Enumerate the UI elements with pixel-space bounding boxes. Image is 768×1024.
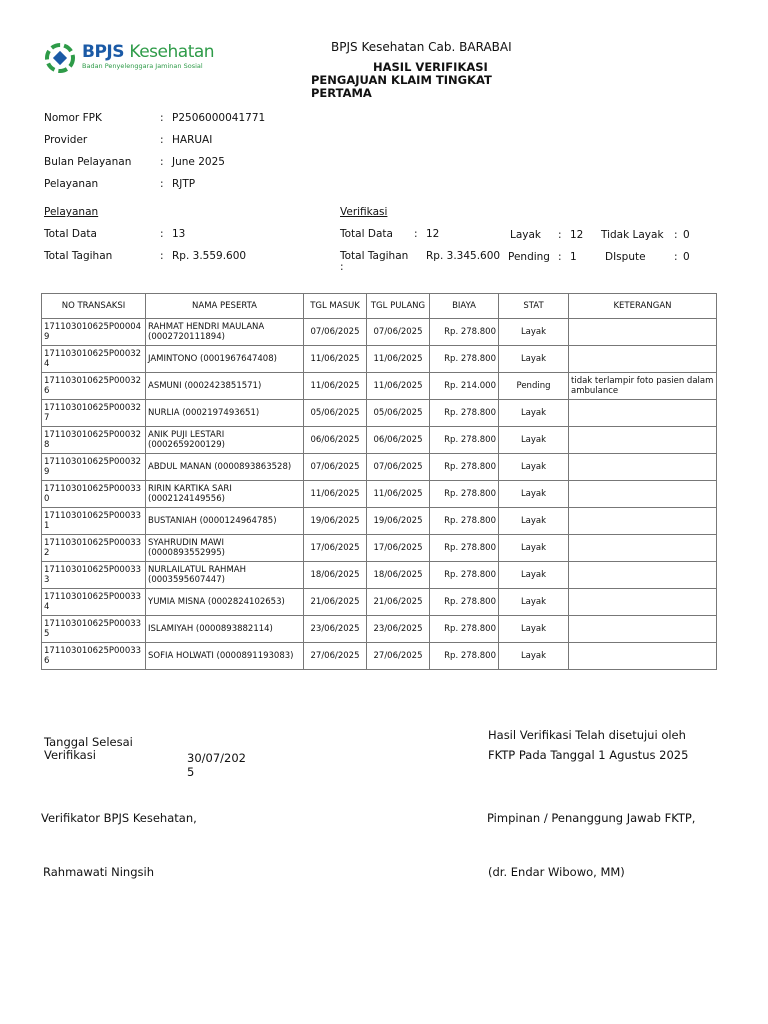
cell-tgl-masuk: 11/06/2025 bbox=[304, 481, 367, 508]
cell-tgl-pulang: 17/06/2025 bbox=[367, 535, 430, 562]
cell-keterangan bbox=[569, 400, 717, 427]
bulan-value: June 2025 bbox=[172, 156, 225, 168]
approval-line-2: FKTP Pada Tanggal 1 Agustus 2025 bbox=[488, 748, 689, 762]
cell-nama-peserta: NURLAILATUL RAHMAH (0003595607447) bbox=[146, 562, 304, 589]
cell-nama-peserta: ASMUNI (0002423851571) bbox=[146, 373, 304, 400]
cell-no-transaksi: 171103010625P000328 bbox=[42, 427, 146, 454]
cell-tgl-masuk: 05/06/2025 bbox=[304, 400, 367, 427]
cell-no-transaksi: 171103010625P000332 bbox=[42, 535, 146, 562]
cell-stat: Layak bbox=[499, 616, 569, 643]
cell-no-transaksi: 171103010625P000335 bbox=[42, 616, 146, 643]
table-row bbox=[42, 427, 717, 454]
cell-nama-peserta: RAHMAT HENDRI MAULANA (0002720111894) bbox=[146, 319, 304, 346]
cell-tgl-masuk: 17/06/2025 bbox=[304, 535, 367, 562]
pimpinan-title: Pimpinan / Penanggung Jawab FKTP, bbox=[487, 811, 696, 825]
cell-keterangan bbox=[569, 319, 717, 346]
cell-tgl-pulang: 18/06/2025 bbox=[367, 562, 430, 589]
colon: : bbox=[414, 228, 418, 240]
total-data-value: 13 bbox=[172, 228, 186, 240]
cell-biaya: Rp. 278.800 bbox=[430, 427, 499, 454]
cell-keterangan bbox=[569, 427, 717, 454]
cell-biaya: Rp. 278.800 bbox=[430, 346, 499, 373]
cell-no-transaksi: 171103010625P000327 bbox=[42, 400, 146, 427]
cell-keterangan bbox=[569, 562, 717, 589]
pelayanan-label: Pelayanan bbox=[44, 178, 99, 190]
cell-no-transaksi: 171103010625P000326 bbox=[42, 373, 146, 400]
table-row bbox=[42, 481, 717, 508]
cell-tgl-pulang: 19/06/2025 bbox=[367, 508, 430, 535]
cell-stat: Layak bbox=[499, 319, 569, 346]
pimpinan-name: (dr. Endar Wibowo, MM) bbox=[488, 865, 625, 879]
colon: : bbox=[160, 134, 164, 146]
cell-biaya: Rp. 278.800 bbox=[430, 400, 499, 427]
cell-no-transaksi: 171103010625P000324 bbox=[42, 346, 146, 373]
cell-nama-peserta: NURLIA (0002197493651) bbox=[146, 400, 304, 427]
cell-tgl-pulang: 11/06/2025 bbox=[367, 481, 430, 508]
cell-no-transaksi: 171103010625P000336 bbox=[42, 643, 146, 670]
cell-keterangan: tidak terlampir foto pasien dalam ambulance bbox=[569, 373, 717, 400]
cell-stat: Pending bbox=[499, 373, 569, 400]
cell-biaya: Rp. 278.800 bbox=[430, 319, 499, 346]
office-name: BPJS Kesehatan Cab. BARABAI bbox=[331, 40, 512, 54]
layak-label: Layak bbox=[510, 229, 542, 241]
table-row bbox=[42, 508, 717, 535]
table-row bbox=[42, 454, 717, 481]
bpjs-logo bbox=[44, 42, 214, 74]
cell-stat: Layak bbox=[499, 427, 569, 454]
cell-nama-peserta: BUSTANIAH (0000124964785) bbox=[146, 508, 304, 535]
cell-keterangan bbox=[569, 535, 717, 562]
pending-value: 1 bbox=[570, 251, 577, 263]
table-row bbox=[42, 643, 717, 670]
ver-total-tagihan-label: Total Tagihan bbox=[340, 250, 409, 262]
cell-nama-peserta: SOFIA HOLWATI (0000891193083) bbox=[146, 643, 304, 670]
cell-tgl-pulang: 11/06/2025 bbox=[367, 346, 430, 373]
tanggal-selesai-label: Tanggal Selesai Verifikasi bbox=[44, 735, 133, 762]
cell-nama-peserta: ABDUL MANAN (0000893863528) bbox=[146, 454, 304, 481]
cell-stat: Layak bbox=[499, 562, 569, 589]
cell-tgl-masuk: 11/06/2025 bbox=[304, 373, 367, 400]
total-tagihan-label: Total Tagihan bbox=[44, 250, 113, 262]
logo-subtitle: Badan Penyelenggara Jaminan Sosial bbox=[82, 62, 203, 70]
verifikator-name: Rahmawati Ningsih bbox=[43, 865, 154, 879]
total-data-label: Total Data bbox=[44, 228, 97, 240]
cell-biaya: Rp. 278.800 bbox=[430, 481, 499, 508]
table-row bbox=[42, 562, 717, 589]
cell-tgl-masuk: 11/06/2025 bbox=[304, 346, 367, 373]
cell-tgl-masuk: 21/06/2025 bbox=[304, 589, 367, 616]
logo-brand: BPJS Kesehatan bbox=[82, 42, 215, 62]
col-header-tgl-masuk: TGL MASUK bbox=[304, 294, 367, 319]
colon: : bbox=[160, 250, 164, 262]
pelayanan-heading: Pelayanan bbox=[44, 206, 99, 218]
cell-tgl-masuk: 07/06/2025 bbox=[304, 319, 367, 346]
col-header-biaya: BIAYA bbox=[430, 294, 499, 319]
cell-keterangan bbox=[569, 454, 717, 481]
cell-tgl-pulang: 11/06/2025 bbox=[367, 373, 430, 400]
dispute-value: 0 bbox=[683, 251, 690, 263]
cell-tgl-pulang: 05/06/2025 bbox=[367, 400, 430, 427]
colon: : bbox=[160, 178, 164, 190]
colon: : bbox=[160, 156, 164, 168]
colon: : bbox=[340, 261, 344, 273]
verifikasi-heading: Verifikasi bbox=[340, 206, 388, 218]
pending-label: Pending bbox=[508, 251, 550, 263]
verifikator-title: Verifikator BPJS Kesehatan, bbox=[41, 811, 197, 825]
cell-biaya: Rp. 278.800 bbox=[430, 562, 499, 589]
cell-no-transaksi: 171103010625P000334 bbox=[42, 589, 146, 616]
cell-tgl-pulang: 07/06/2025 bbox=[367, 319, 430, 346]
cell-stat: Layak bbox=[499, 508, 569, 535]
cell-nama-peserta: RIRIN KARTIKA SARI (0002124149556) bbox=[146, 481, 304, 508]
cell-tgl-masuk: 06/06/2025 bbox=[304, 427, 367, 454]
table-row bbox=[42, 346, 717, 373]
cell-tgl-masuk: 19/06/2025 bbox=[304, 508, 367, 535]
colon: : bbox=[674, 229, 678, 241]
cell-no-transaksi: 171103010625P000333 bbox=[42, 562, 146, 589]
cell-nama-peserta: JAMINTONO (0001967647408) bbox=[146, 346, 304, 373]
ver-total-data-label: Total Data bbox=[340, 228, 393, 240]
cell-nama-peserta: ANIK PUJI LESTARI (0002659200129) bbox=[146, 427, 304, 454]
cell-no-transaksi: 171103010625P000329 bbox=[42, 454, 146, 481]
table-row bbox=[42, 400, 717, 427]
cell-stat: Layak bbox=[499, 643, 569, 670]
table-row bbox=[42, 589, 717, 616]
colon: : bbox=[160, 112, 164, 124]
table-row bbox=[42, 535, 717, 562]
cell-biaya: Rp. 278.800 bbox=[430, 589, 499, 616]
cell-tgl-pulang: 06/06/2025 bbox=[367, 427, 430, 454]
cell-stat: Layak bbox=[499, 535, 569, 562]
colon: : bbox=[674, 251, 678, 263]
tidak-layak-value: 0 bbox=[683, 229, 690, 241]
nomor-label: Nomor FPK bbox=[44, 112, 102, 124]
ver-total-tagihan-value: Rp. 3.345.600 bbox=[426, 250, 501, 262]
cell-no-transaksi: 171103010625P000331 bbox=[42, 508, 146, 535]
cell-stat: Layak bbox=[499, 454, 569, 481]
cell-tgl-pulang: 23/06/2025 bbox=[367, 616, 430, 643]
col-header-nama-peserta: NAMA PESERTA bbox=[146, 294, 304, 319]
cell-keterangan bbox=[569, 508, 717, 535]
cell-stat: Layak bbox=[499, 400, 569, 427]
cell-nama-peserta: SYAHRUDIN MAWI (0000893552995) bbox=[146, 535, 304, 562]
ver-total-data-value: 12 bbox=[426, 228, 440, 240]
provider-label: Provider bbox=[44, 134, 88, 146]
bpjs-logo-icon bbox=[44, 42, 76, 74]
dispute-label: DIspute bbox=[605, 251, 646, 263]
col-header-keterangan: KETERANGAN bbox=[569, 294, 717, 319]
layak-value: 12 bbox=[570, 229, 584, 241]
total-tagihan-value: Rp. 3.559.600 bbox=[172, 250, 247, 262]
cell-tgl-pulang: 21/06/2025 bbox=[367, 589, 430, 616]
cell-keterangan bbox=[569, 616, 717, 643]
cell-biaya: Rp. 214.000 bbox=[430, 373, 499, 400]
cell-stat: Layak bbox=[499, 481, 569, 508]
cell-stat: Layak bbox=[499, 589, 569, 616]
document-title: HASIL VERIFIKASI PENGAJUAN KLAIM TINGKAT PERTAMA bbox=[311, 60, 492, 100]
col-header-stat: STAT bbox=[499, 294, 569, 319]
cell-biaya: Rp. 278.800 bbox=[430, 643, 499, 670]
cell-keterangan bbox=[569, 346, 717, 373]
cell-stat: Layak bbox=[499, 346, 569, 373]
cell-tgl-masuk: 27/06/2025 bbox=[304, 643, 367, 670]
nomor-value: P2506000041771 bbox=[172, 112, 266, 124]
cell-biaya: Rp. 278.800 bbox=[430, 454, 499, 481]
cell-tgl-masuk: 18/06/2025 bbox=[304, 562, 367, 589]
cell-biaya: Rp. 278.800 bbox=[430, 535, 499, 562]
cell-tgl-pulang: 27/06/2025 bbox=[367, 643, 430, 670]
tanggal-selesai-value: 30/07/2025 bbox=[187, 751, 246, 779]
colon: : bbox=[558, 251, 562, 263]
cell-nama-peserta: YUMIA MISNA (0002824102653) bbox=[146, 589, 304, 616]
tidak-layak-label: Tidak Layak bbox=[601, 229, 664, 241]
colon: : bbox=[558, 229, 562, 241]
cell-keterangan bbox=[569, 643, 717, 670]
cell-keterangan bbox=[569, 481, 717, 508]
cell-biaya: Rp. 278.800 bbox=[430, 508, 499, 535]
table-row bbox=[42, 373, 717, 400]
cell-keterangan bbox=[569, 589, 717, 616]
table-row bbox=[42, 319, 717, 346]
cell-tgl-pulang: 07/06/2025 bbox=[367, 454, 430, 481]
table-row bbox=[42, 616, 717, 643]
cell-no-transaksi: 171103010625P000049 bbox=[42, 319, 146, 346]
cell-tgl-masuk: 07/06/2025 bbox=[304, 454, 367, 481]
bulan-label: Bulan Pelayanan bbox=[44, 156, 132, 168]
approval-line-1: Hasil Verifikasi Telah disetujui oleh bbox=[488, 728, 686, 742]
colon: : bbox=[160, 228, 164, 240]
cell-tgl-masuk: 23/06/2025 bbox=[304, 616, 367, 643]
cell-nama-peserta: ISLAMIYAH (0000893882114) bbox=[146, 616, 304, 643]
cell-no-transaksi: 171103010625P000330 bbox=[42, 481, 146, 508]
table-header-row bbox=[42, 294, 717, 319]
col-header-tgl-pulang: TGL PULANG bbox=[367, 294, 430, 319]
cell-biaya: Rp. 278.800 bbox=[430, 616, 499, 643]
provider-value: HARUAI bbox=[172, 134, 213, 146]
pelayanan-value: RJTP bbox=[172, 178, 196, 190]
claims-table bbox=[41, 293, 717, 670]
col-header-no-transaksi: NO TRANSAKSI bbox=[42, 294, 146, 319]
